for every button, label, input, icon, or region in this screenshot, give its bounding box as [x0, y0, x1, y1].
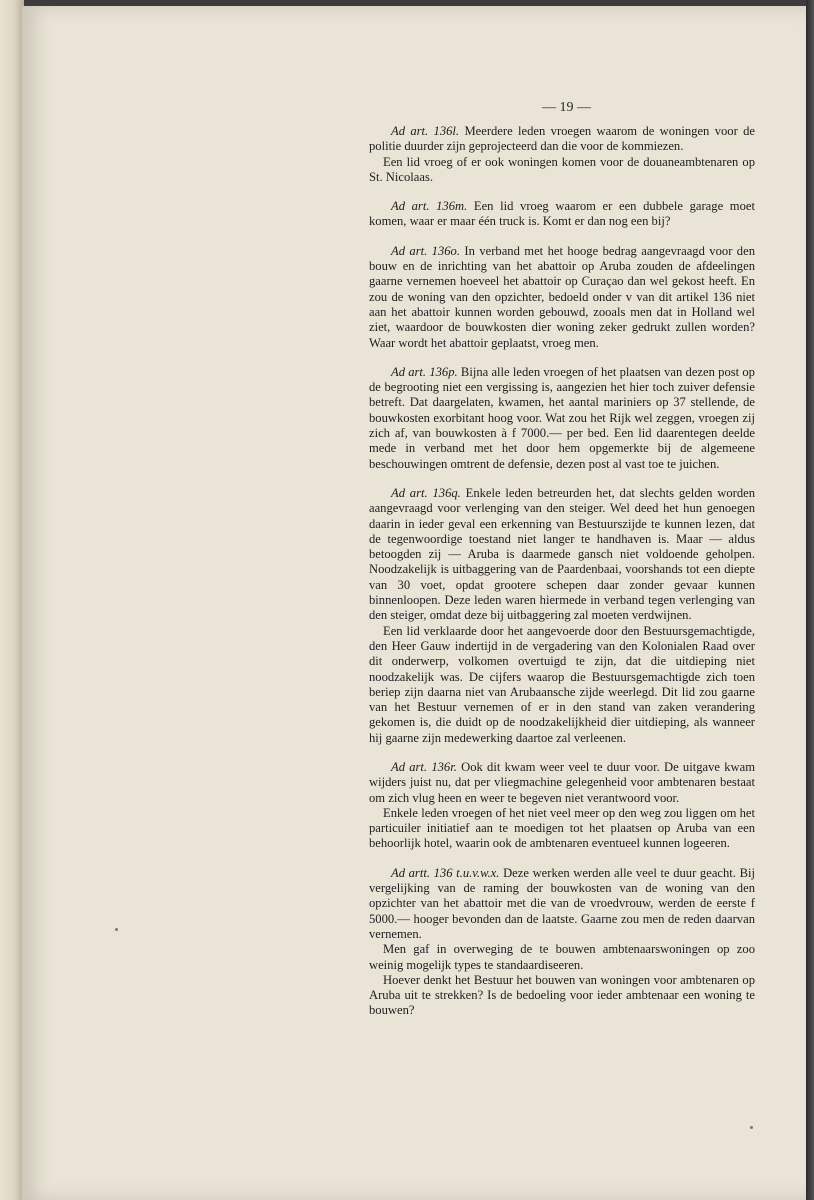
- section-text: Meerdere leden vroegen waarom de woningen voor de politie duurder zijn geprojecteerd dan die voor de kommiezen.: [369, 124, 756, 154]
- section-gap: [369, 472, 755, 486]
- document-body: [369, 124, 755, 1019]
- section-136r: [369, 760, 755, 806]
- section-lead: Ad artt. 136 t.u.v.w.x.: [391, 865, 500, 880]
- section-text: Een lid vroeg waarom er een dubbele garage moet komen, waar er maar één truck is. Komt er dan nog een bij?: [369, 199, 755, 229]
- section-followup: Een lid vroeg of er ook woningen komen voor de douaneambtenaren op St. Nicolaas.: [369, 154, 755, 184]
- section-text: In verband met het hooge bedrag aangevraagd voor den bouw en de inrichting van het abattoir op Aruba zouden de afdeelingen gaarne vernemen hoeveel het abattoir op Curaçao dan wel gekost heeft. En zou de woning van den opzichter, bedoeld onder v van dit artikel 136 niet aan het abattoir kunnen worden gebouwd, zooals men dat in Holland wel ziet, waardoor de bouwkosten dier woning zeker gedrukt zullen worden? Waar wordt het abattoir geplaatst, vroeg men.: [369, 243, 755, 350]
- section-136m: [369, 199, 755, 230]
- section-136q: [369, 486, 755, 624]
- section-lead: Ad art. 136l.: [391, 124, 460, 138]
- section-text: Bijna alle leden vroegen of het plaatsen van dezen post op de begrooting niet een vergissing is, aangezien het hier toch zuiver defensie betreft. Dat daargelaten, kwamen, het aantal mariniers op 37 stellende, de bouwkosten exorbitant hoog voor. Wat zou het Rijk wel zeggen, vroegen zij zich af, van bouwkosten à f 7000.— per bed. Een lid daarentegen deelde mede in verband met het door hem opgemerkte bij de algemeene beschouwingen omtrent de defensie, dezen post al vast toe te juichen.: [369, 364, 755, 471]
- section-gap: [369, 746, 755, 760]
- section-followup: Men gaf in overweging de te bouwen ambtenaarswoningen op zoo weinig mogelijk types te standaardiseeren.: [369, 942, 755, 972]
- section-lead: Ad art. 136r.: [391, 759, 457, 774]
- section-followup: Een lid verklaarde door het aangevoerde door den Bestuursgemachtigde, den Heer Gauw indertijd in de vergadering van den Kolonialen Raad over dit onderwerp, volkomen overtuigd te zijn, dat die uitdieping niet noodzakelijk was. De cijfers waarop die Bestuursgemachtigde zich toen beriep zijn daarna niet van Arubaansche zijde weerlegd. Dit lid zou gaarne van het Bestuur vernemen of er in den stand van zaken verandering gekomen is, die duidt op de noodzakelijkheid dier uitdieping, als wanneer hij gaarne zijn medewerking daartoe zal verleenen.: [369, 623, 755, 745]
- section-gap: [369, 185, 755, 199]
- section-136l: [369, 124, 755, 155]
- section-followup: Hoever denkt het Bestuur het bouwen van woningen voor ambtenaren op Aruba uit te strekken? Is de bedoeling voor ieder ambtenaar een woning te bouwen?: [369, 972, 755, 1018]
- section-lead: Ad art. 136m.: [391, 199, 468, 214]
- book-binding: [0, 0, 24, 1200]
- section-lead: Ad art. 136p.: [391, 364, 458, 379]
- section-text: Ook dit kwam weer veel te duur voor. De uitgave kwam wijders juist nu, dat per vliegmachine gelegenheid voor ambtenaren bestaat om zich vlug heen en weer te begeven niet verantwoord voor.: [369, 759, 755, 805]
- section-gap: [369, 351, 755, 365]
- section-followup: Enkele leden vroegen of het niet veel meer op den weg zou liggen om het particuiler initiatief aan te moedigen tot het plaatsen op Aruba van een behoorlijk hotel, waarin ook de ambtenaren eventueel kunnen logeeren.: [369, 805, 755, 851]
- section-136tuvwx: [369, 866, 755, 942]
- section-text: Enkele leden betreurden het, dat slechts gelden worden aangevraagd voor verlenging van den steiger. Wel deed het hun genoegen daarin in ieder geval een erkenning van Bestuurszijde te kunnen lezen, dat de tegenwoordige toestand niet langer te handhaven is. Maar — aldus betoogden zij — Aruba is daarmede gansch niet voldoende geholpen. Noodzakelijk is uitbaggering van de Paardenbaai, voorshands tot een diepte van 30 voet, opdat grootere schepen daar zonder gevaar kunnen binnenloopen. Deze leden waren hiermede in verband tegen verlenging van den steiger, omdat deze bij uitbaggering zal moeten verdwijnen.: [369, 485, 755, 623]
- section-136p: [369, 365, 755, 472]
- section-136o: [369, 244, 755, 351]
- section-text: Deze werken werden alle veel te duur geacht. Bij vergelijking van de raming der bouwkosten van de woning van den opzichter van het abattoir met die van de vroedvrouw, werden de eerste f 5000.— hooger bevonden dan de laatste. Gaarne zou men de reden daarvan vernemen.: [369, 865, 755, 941]
- section-gap: [369, 230, 755, 244]
- ink-speck: [115, 928, 118, 931]
- section-lead: Ad art. 136q.: [391, 485, 461, 500]
- section-gap: [369, 852, 755, 866]
- ink-speck: [750, 1126, 753, 1129]
- section-lead: Ad art. 136o.: [391, 243, 460, 258]
- page-edge-shadow: [806, 0, 814, 1200]
- page-number: — 19 —: [542, 100, 591, 115]
